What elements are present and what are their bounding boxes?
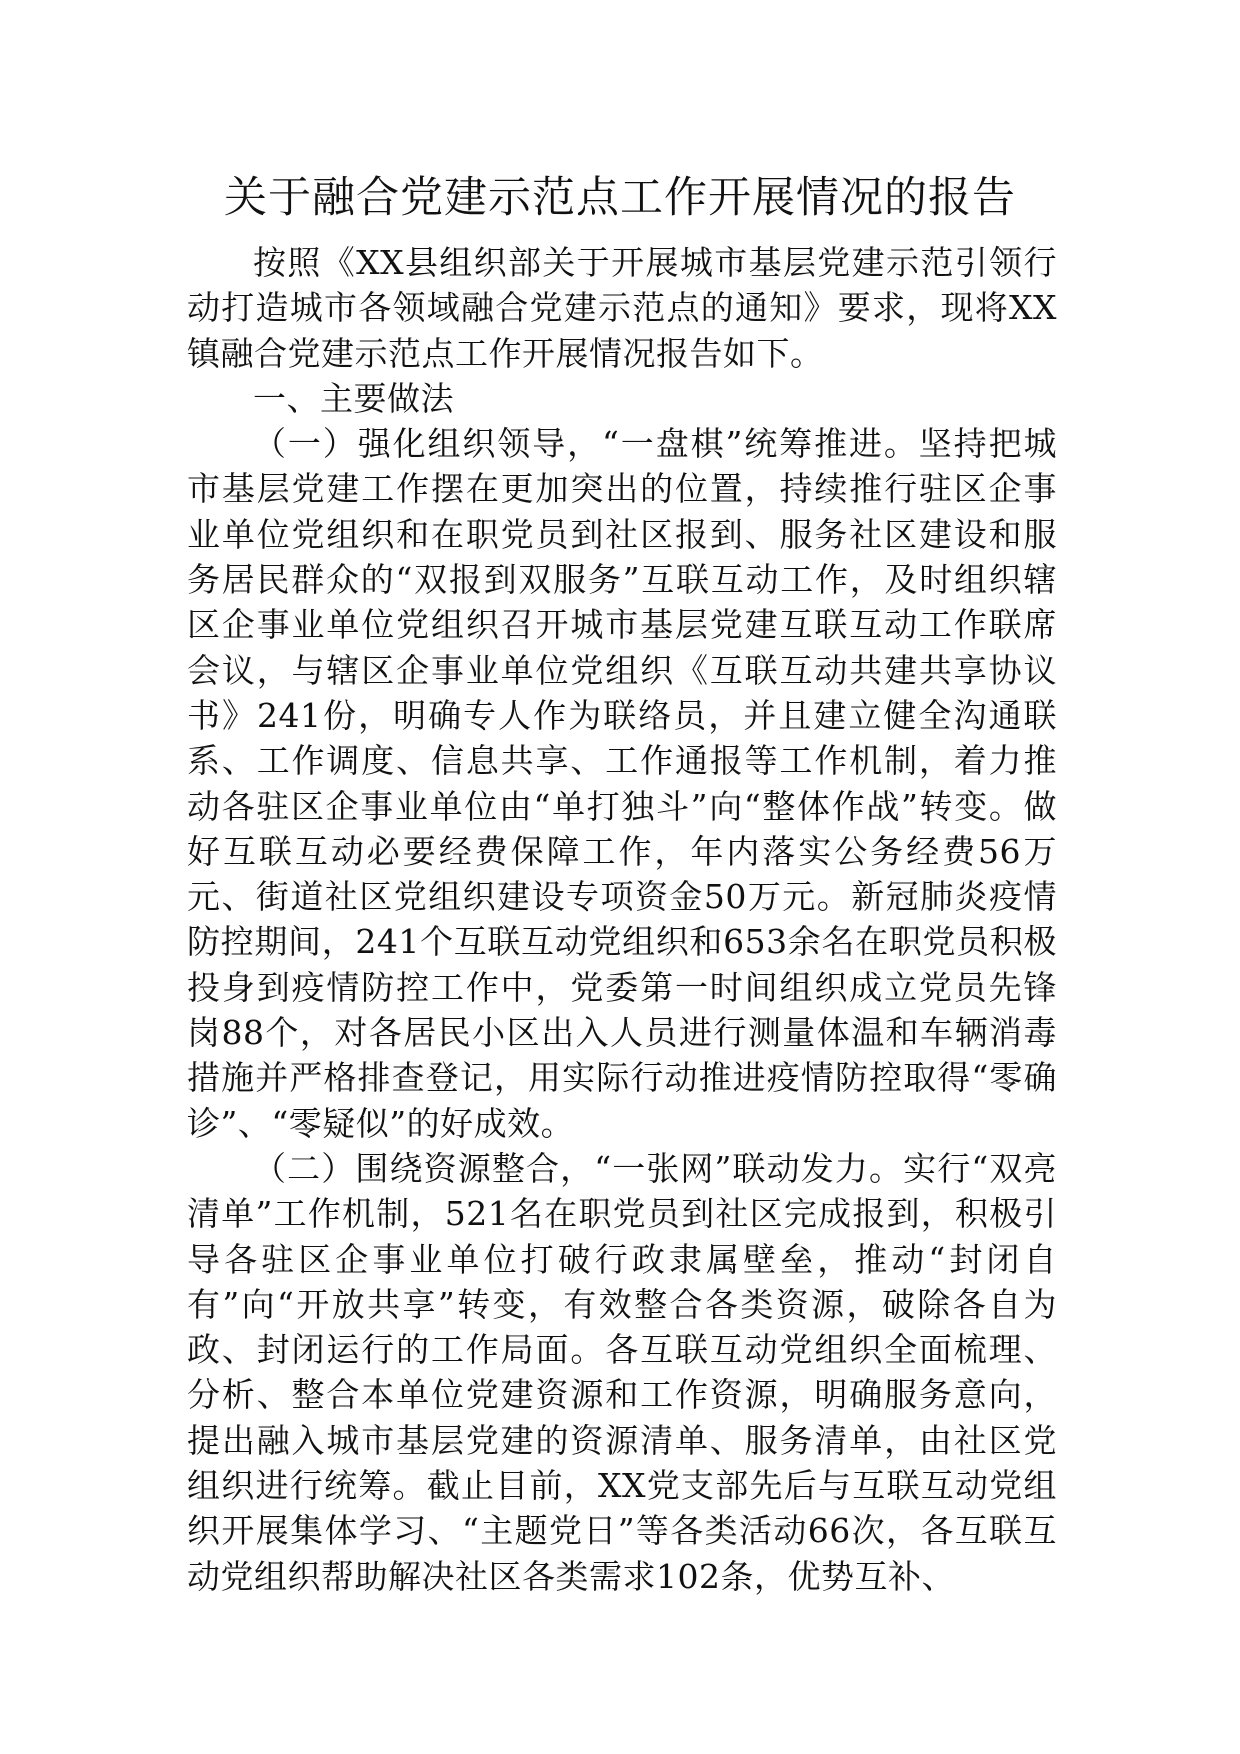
intro-paragraph: 按照《XX县组织部关于开展城市基层党建示范引领行动打造城市各领域融合党建示范点的通知》要求，现将XX镇融合党建示范点工作开展情况报告如下。 [187,243,1057,373]
document-body [187,240,1057,1599]
section-heading: 一、主要做法 [253,378,454,418]
body-paragraph: （一）强化组织领导，“一盘棋”统筹推进。坚持把城市基层党建工作摆在更加突出的位置，持续推行驻区企事业单位党组织和在职党员到社区报到、服务社区建设和服务居民群众的“双报到双服务”互联互动工作，及时组织辖区企事业单位党组织召开城市基层党建互联互动工作联席会议，与辖区企事业单位党组织《互联互动共建共享协议书》241份，明确专人作为联络员，并且建立健全沟通联系、工作调度、信息共享、工作通报等工作机制，着力推动各驻区企事业单位由“单打独斗”向“整体作战”转变。做好互联互动必要经费保障工作，年内落实公务经费56万元、街道社区党组织建设专项资金50万元。新冠肺炎疫情防控期间，241个互联互动党组织和653余名在职党员积极投身到疫情防控工作中，党委第一时间组织成立党员先锋岗88个，对各居民小区出入人员进行测量体温和车辆消毒措施并严格排查登记，用实际行动推进疫情防控取得“零确诊”、“零疑似”的好成效。 [187,424,1057,1143]
document-title: 关于融合党建示范点工作开展情况的报告 [224,173,1016,223]
body-paragraph: （二）围绕资源整合，“一张网”联动发力。实行“双亮清单”工作机制，521名在职党员到社区完成报到，积极引导各驻区企事业单位打破行政隶属壁垒，推动“封闭自有”向“开放共享”转变，有效整合各类资源，破除各自为政、封闭运行的工作局面。各互联互动党组织全面梳理、分析、整合本单位党建资源和工作资源，明确服务意向，提出融入城市基层党建的资源清单、服务清单，由社区党组织进行统筹。截止目前，XX党支部先后与互联互动党组织开展集体学习、“主题党日”等各类活动66次，各互联互动党组织帮助解决社区各类需求102条，优势互补、 [187,1148,1057,1596]
